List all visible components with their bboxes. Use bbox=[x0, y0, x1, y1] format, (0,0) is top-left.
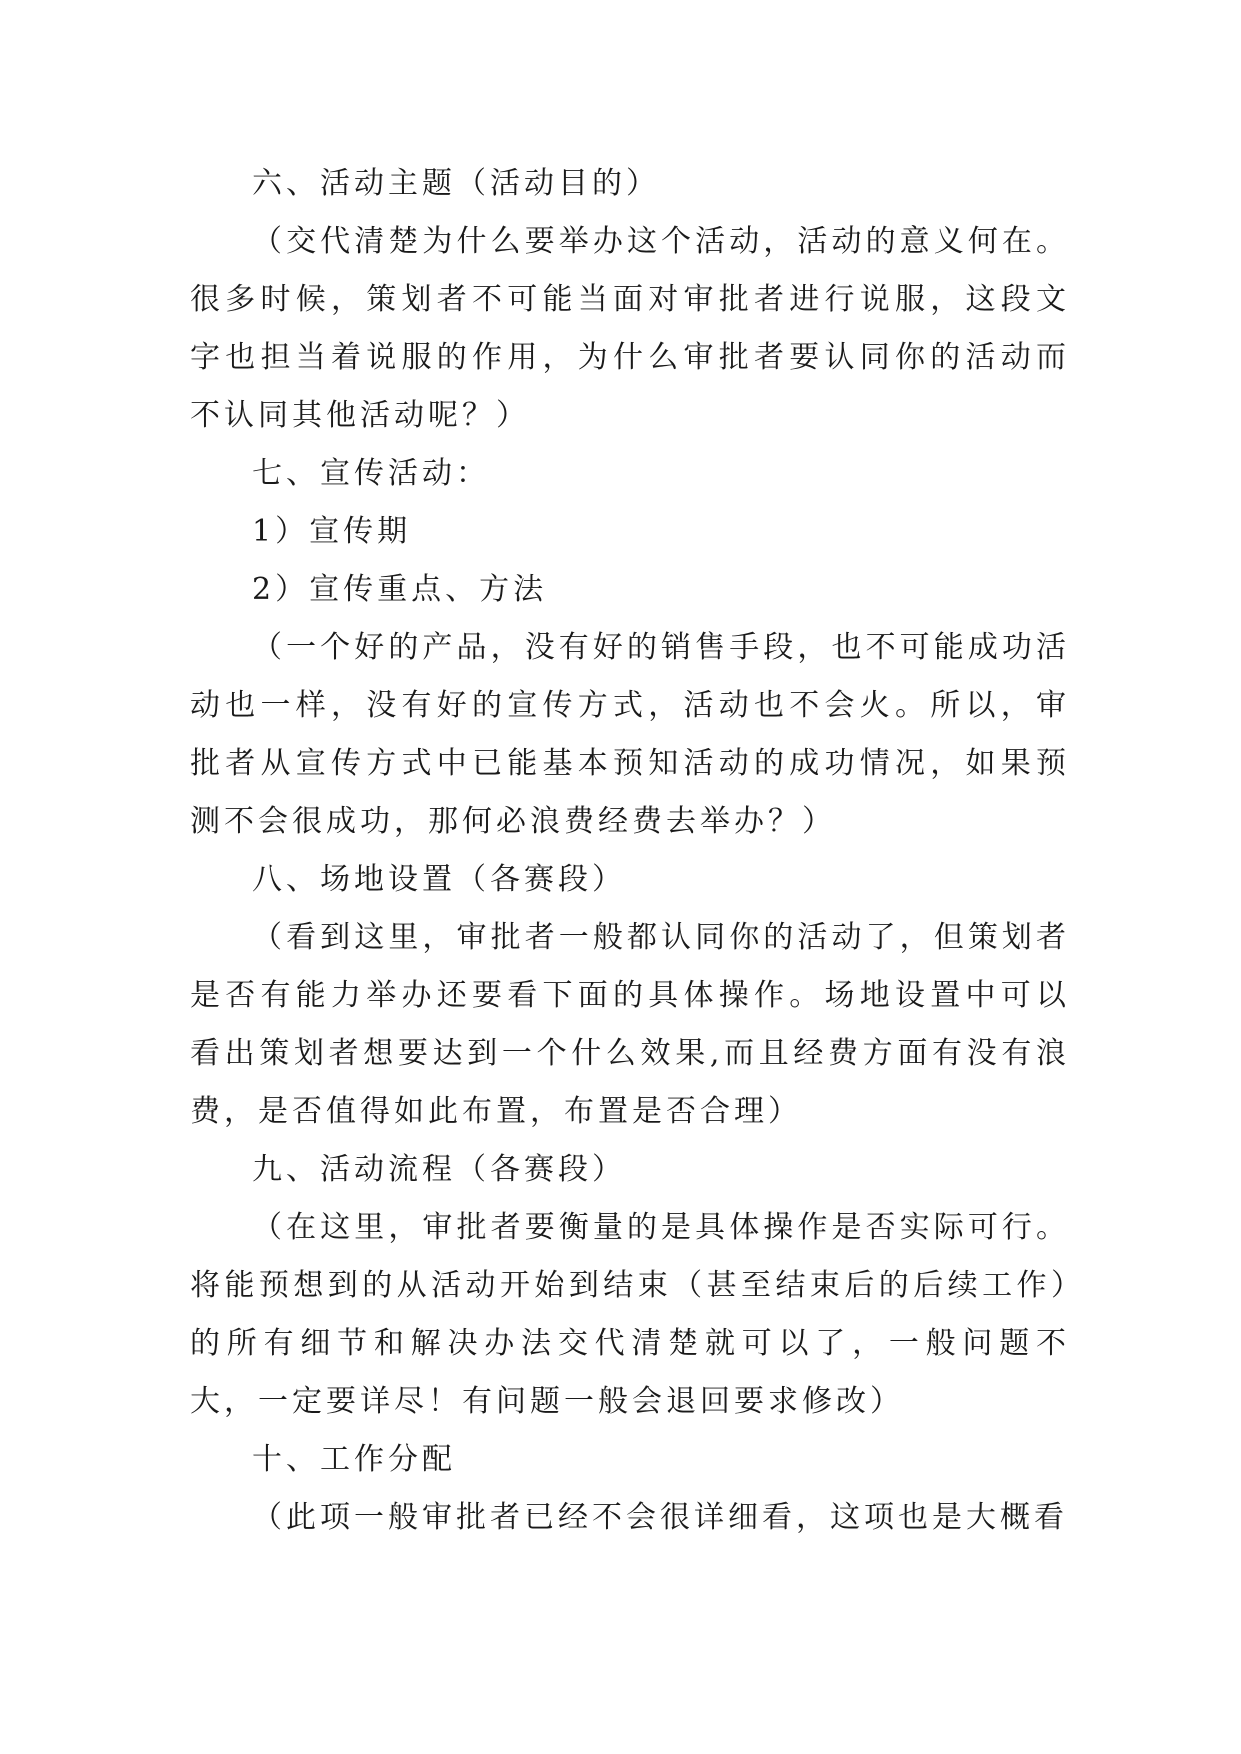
paragraph-theme-explanation: （交代清楚为什么要举办这个活动，活动的意义何在。很多时候，策划者不可能当面对审批者进行说服，这段文字也担当着说服的作用，为什么审批者要认同你的活动而不认同其他活动呢？） bbox=[190, 224, 1070, 433]
heading-promotion: 七、宣传活动： bbox=[252, 456, 490, 491]
heading-venue-setup: 八、场地设置（各赛段） bbox=[252, 862, 626, 897]
document-body bbox=[190, 155, 1070, 1547]
list-item-promotion-method: 2）宣传重点、方法 bbox=[252, 572, 548, 607]
heading-work-allocation: 十、工作分配 bbox=[252, 1442, 456, 1477]
heading-activity-theme: 六、活动主题（活动目的） bbox=[252, 166, 660, 201]
paragraph-venue-explanation: （看到这里，审批者一般都认同你的活动了，但策划者是否有能力举办还要看下面的具体操作。场地设置中可以看出策划者想要达到一个什么效果,而且经费方面有没有浪费，是否值得如此布置，布置是否合理） bbox=[190, 920, 1070, 1129]
paragraph-work-allocation-explanation: （此项一般审批者已经不会很详细看，这项也是大概看 bbox=[252, 1500, 1068, 1535]
list-item-promotion-period: 1）宣传期 bbox=[252, 514, 412, 549]
paragraph-flow-explanation: （在这里，审批者要衡量的是具体操作是否实际可行。将能预想到的从活动开始到结束（甚至结束后的后续工作）的所有细节和解决办法交代清楚就可以了，一般问题不大，一定要详尽！有问题一般会退回要求修改） bbox=[190, 1210, 1070, 1419]
heading-activity-flow: 九、活动流程（各赛段） bbox=[252, 1152, 626, 1187]
paragraph-promotion-explanation: （一个好的产品，没有好的销售手段，也不可能成功活动也一样，没有好的宣传方式，活动也不会火。所以，审批者从宣传方式中已能基本预知活动的成功情况，如果预测不会很成功，那何必浪费经费去举办？） bbox=[190, 630, 1070, 839]
